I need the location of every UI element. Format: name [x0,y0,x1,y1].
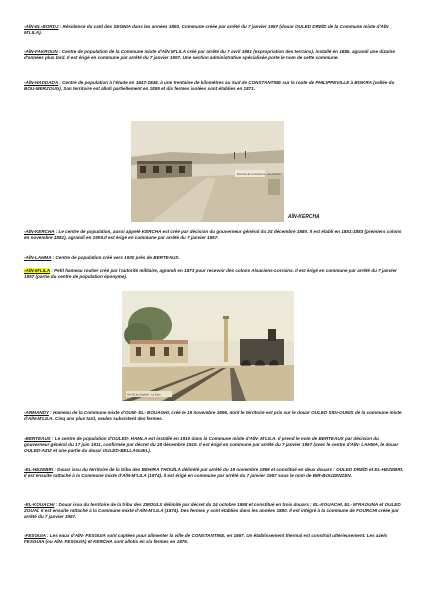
entry-ain-el-bordj [24,24,404,36]
photo-caption: AÏN-KERCHA [288,214,320,220]
entry-text: : Les eaux d'AÏN- FESGUIA sont captées pour alimenter la ville de CONSTANTINE, en 1867. Un établissement thermal est construit ultérieurement. Les azels FESGUIA (ou AÏN- FESGUIA) et KERCHA sont allotis en six fermes en 1876. [24,533,388,545]
entry-name: -ARMANDY [24,410,49,415]
entry-name: -EL-KOUACHI [24,502,55,507]
entry-name: -AÏN-M'LILA [24,268,50,273]
entry-text: : Petit hameau routier créé par l'autorité militaire, agrandi en 1873 pour recevoir des colons Alsaciens-Lorrains. Il est érigé en commune par arrêté du 7 janvier 1957 (partie du centre de population éponyme). [24,268,397,280]
photo-overlay-text: Aïn-M'Lila (Algérie) - La Gare [127,393,161,397]
entry-text: : Douar issu du territoire de la tribu des ZMOULS délimité par décret du 24 octobre 1868 et constitué en trois douars : EL-KOUACHI, EL- M'RAOUNA et OULED ZOUAÏ. Il est ensuite rattaché à la Commune mixte d'AÏN-M'LILA (1874). Des fermes y sont établies dans les années 1880. Il est intégré à la commune de FOURCHI créée par arrêté du 7 janvier 1957. [24,502,401,520]
entry-name: -AÏN-HADDADA [24,80,59,85]
ain-mlila-station-photo [122,291,294,401]
entry-ain-mlila [24,268,404,280]
entry-text: : Hameau de la Commune mixte d'OUM- EL- BOUAGHI, créé le 19 novembre 1895, dont le territoire est pris sur le douar OULED SIDI-OUNIS de la commune mixte d'AÏN-M'LILA. Cinq ans plus tard, seules subsistent des fermes. [24,410,402,422]
ain-kercha-photo-image [131,121,284,222]
entry-name: -AÏN-LAHMA [24,255,52,260]
entry-text: : Douar issu du territoire de la tribu des BEHIRA THOUÏLA délimité par arrêté du 18 novembre 1868 et constitué en deux douars : OULED DREÏD et EL-HEZEBRI. Il est ensuite rattaché à la Commune mixte d'AÏN-M'LILA (1874). Il est érigé en commune par arrêté du 7 janvier 1957 sous le nom de BIR-BOUZENZEN. [24,467,404,479]
photo-overlay-text: Environs de Constantine - Aïn-Kercha [237,173,281,176]
entry-ain-haddada [24,80,404,92]
entry-name: -AÏN-EL-BORDJ [24,24,59,29]
ain-kercha-photo [131,121,284,222]
entry-text: : Le centre de population d'OULED- HAMLA est installé en 1910 dans la Commune mixte d'AÏN- M'LILA. Il prend le nom de BERTEAUX par décision du gouverneur général du 17 juin 1911, confirmée par décret du 28 décembre 1915. Il est érigé en commune par arrêté du 7 janvier 1957 (avec le centre d'AÏN- LAHMA, le douar OULED-AZIZ et une partie du douar OULED-BELLAGUEL). [24,436,399,454]
entry-name: -AÏN-KERCHA [24,229,55,234]
entry-el-kouachi [24,502,404,520]
ain-mlila-station-image [122,291,294,401]
entry-name: -EL-HEZEBRI [24,467,54,472]
entry-fesguia [24,533,404,545]
entry-armandy [24,410,404,422]
entry-name: -BERTEAUX [24,436,51,441]
entry-text: : Centre de population de la Commune mixte d'AÏN M'LILA créé par arrêté du 7 avril 1881 (expropriation des terrains), installé en 1886, agrandi une dizaine d'années plus tard. Il est érigé en commune par arrêté du 7 janvier 1957. Une section administrative spécialisée porte le nom de cette commune. [24,49,395,61]
entry-text: : Centre de population à l'étude en 1847-1848, à une trentaine de kilomètres au Sud de CONSTANTINE sur la route de PHILIPPEVILLE à BISKRA (vallée du BOU-MERZOUG). San territoire est alloti partiellement en 1859 et dix fermes isolées sont établies en 1871. [24,80,395,92]
entry-text: : Le centre de population, aussi appelé KERCHA est créé par décision du gouverneur général du 24 décembre 1880. Il est établi en 1881-1883 (premiers colons en novembre 1881), agrandi en 1909.Il est érigé en commune par arrêté du 7 janvier 1957. [24,229,402,241]
entry-ain-lahma [24,255,404,261]
entry-name: -FESGUIA [24,533,46,538]
entry-text: : Centre de population créé vers 1930 près de BERTEAUX. [51,255,180,260]
entry-text: : Résidence du caïd des SEGNIA dans les années 1850. Commune créée par arrêté du 7 janvier 1957 (douar OULED DREÏD de la Commune mixte d'AÏN M'LILA). [24,24,389,36]
entry-berteaux [24,436,404,454]
entry-ain-fakroun [24,49,404,61]
entry-name: -AÏN-FAKROUN [24,49,58,54]
entry-el-hezebri [24,467,404,479]
entry-ain-kercha [24,229,404,241]
